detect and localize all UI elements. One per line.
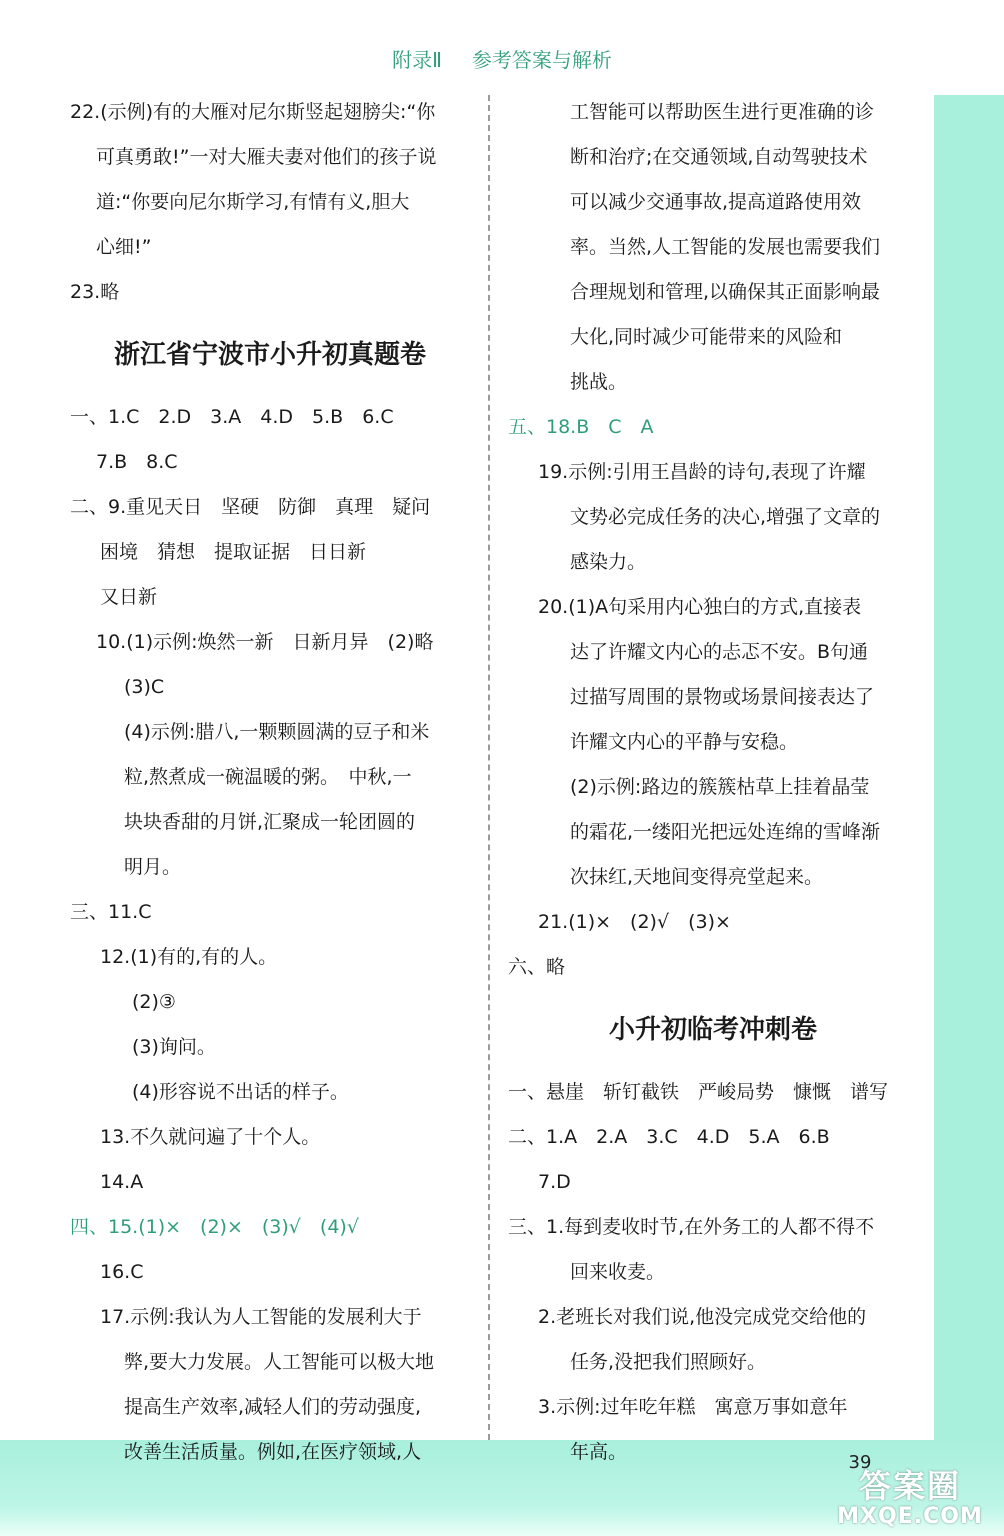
answer-line: 明月。 (124, 856, 182, 878)
answer-line: 可以减少交通事故,提高道路使用效 (570, 191, 862, 213)
page-number: 39 (848, 1452, 872, 1473)
decorative-band-right (934, 95, 1004, 1440)
answer-line: 块块香甜的月饼,汇聚成一轮团圆的 (124, 811, 416, 833)
answer-line: 又日新 (100, 586, 158, 608)
answer-line: 一、1.C 2.D 3.A 4.D 5.B 6.C (70, 406, 394, 428)
answer-line: 7.D (538, 1171, 571, 1193)
answer-line: 合理规划和管理,以确保其正面影响最 (570, 281, 881, 303)
column-divider (488, 95, 490, 1440)
answer-line: 二、1.A 2.A 3.C 4.D 5.A 6.B (508, 1126, 830, 1148)
answer-line: 16.C (100, 1261, 144, 1283)
answer-line: 三、1.每到麦收时节,在外务工的人都不得不 (508, 1216, 875, 1238)
answer-line: 断和治疗;在交通领域,自动驾驶技术 (570, 146, 868, 168)
left-column (70, 90, 470, 1475)
answer-line: 粒,熬煮成一碗温暖的粥。 中秋,一 (124, 766, 412, 788)
answer-line: 大化,同时减少可能带来的风险和 (570, 326, 843, 348)
answer-line: 22.(示例)有的大雁对尼尔斯竖起翅膀尖:“你 (70, 101, 436, 123)
answer-line: 感染力。 (570, 551, 647, 573)
section-title-ningbo: 浙江省宁波市小升初真题卷 (113, 340, 426, 370)
answer-line: 17.示例:我认为人工智能的发展利大于 (100, 1306, 422, 1328)
header-title: 参考答案与解析 (471, 48, 612, 72)
answer-line: 弊,要大力发展。人工智能可以极大地 (124, 1351, 435, 1373)
answer-line: 心细!” (96, 236, 152, 258)
answer-line: 次抹红,天地间变得亮堂起来。 (570, 866, 824, 888)
watermark-line2: MXQE.COM (837, 1504, 983, 1529)
answer-line: 12.(1)有的,有的人。 (100, 946, 278, 968)
answer-line: (3)C (124, 676, 165, 698)
right-column (508, 90, 918, 1475)
answer-line: 改善生活质量。例如,在医疗领域,人 (124, 1441, 422, 1463)
answer-line: 六、略 (508, 956, 566, 978)
answer-line: 年高。 (570, 1441, 628, 1463)
answer-line: 许耀文内心的平静与安稳。 (570, 731, 799, 753)
answer-line: 23.略 (70, 281, 120, 303)
answer-line: 提高生产效率,减轻人们的劳动强度, (124, 1396, 422, 1418)
watermark-logo (820, 1468, 1000, 1532)
answer-line: 一、悬崖 斩钉截铁 严峻局势 慷慨 谱写 (508, 1081, 889, 1103)
answer-line: 3.示例:过年吃年糕 寓意万事如意年 (538, 1396, 848, 1418)
answer-line: 任务,没把我们照顾好。 (570, 1351, 767, 1373)
answer-line: (2)③ (132, 991, 176, 1013)
answer-line: 困境 猜想 提取证据 日日新 (100, 541, 367, 563)
answer-line: 14.A (100, 1171, 144, 1193)
answer-line: 13.不久就问遍了十个人。 (100, 1126, 321, 1148)
answer-line: 四、15.(1)× (2)× (3)√ (4)√ (70, 1216, 359, 1238)
answer-line: 达了许耀文内心的忐忑不安。B句通 (570, 641, 869, 663)
header-appendix: 附录Ⅱ (392, 48, 442, 72)
answer-line: 10.(1)示例:焕然一新 日新月异 (2)略 (96, 631, 434, 653)
answer-line: 可真勇敢!”一对大雁夫妻对他们的孩子说 (96, 146, 437, 168)
answer-line: 20.(1)A句采用内心独白的方式,直接表 (538, 596, 862, 618)
answer-line: (4)形容说不出话的样子。 (132, 1081, 349, 1103)
answer-line: 工智能可以帮助医生进行更准确的诊 (570, 101, 875, 123)
answer-line: 过描写周围的景物或场景间接表达了 (570, 686, 875, 708)
answer-line: 二、9.重见天日 坚硬 防御 真理 疑问 (70, 496, 431, 518)
answer-line: 19.示例:引用王昌龄的诗句,表现了许耀 (538, 461, 866, 483)
answer-line: 五、18.B C A (508, 416, 654, 438)
answer-line: 文势必完成任务的决心,增强了文章的 (570, 506, 881, 528)
answer-line: 率。当然,人工智能的发展也需要我们 (570, 236, 881, 258)
answer-line: (3)询问。 (132, 1036, 216, 1058)
answer-line: 三、11.C (70, 901, 152, 923)
answer-line: 7.B 8.C (96, 451, 178, 473)
answer-line: 挑战。 (570, 371, 628, 393)
page-header (0, 40, 1004, 80)
answer-line: (2)示例:路边的簇簇枯草上挂着晶莹 (570, 776, 870, 798)
answer-line: 回来收麦。 (570, 1261, 666, 1283)
watermark-line1: 答案圈 (858, 1467, 961, 1505)
answer-line: 2.老班长对我们说,他没完成党交给他的 (538, 1306, 867, 1328)
answer-line: 道:“你要向尼尔斯学习,有情有义,胆大 (96, 191, 410, 213)
section-title-sprint: 小升初临考冲刺卷 (608, 1015, 817, 1045)
answer-line: (4)示例:腊八,一颗颗圆满的豆子和米 (124, 721, 430, 743)
answer-line: 的霜花,一缕阳光把远处连绵的雪峰渐 (570, 821, 881, 843)
answer-line: 21.(1)× (2)√ (3)× (538, 911, 731, 933)
